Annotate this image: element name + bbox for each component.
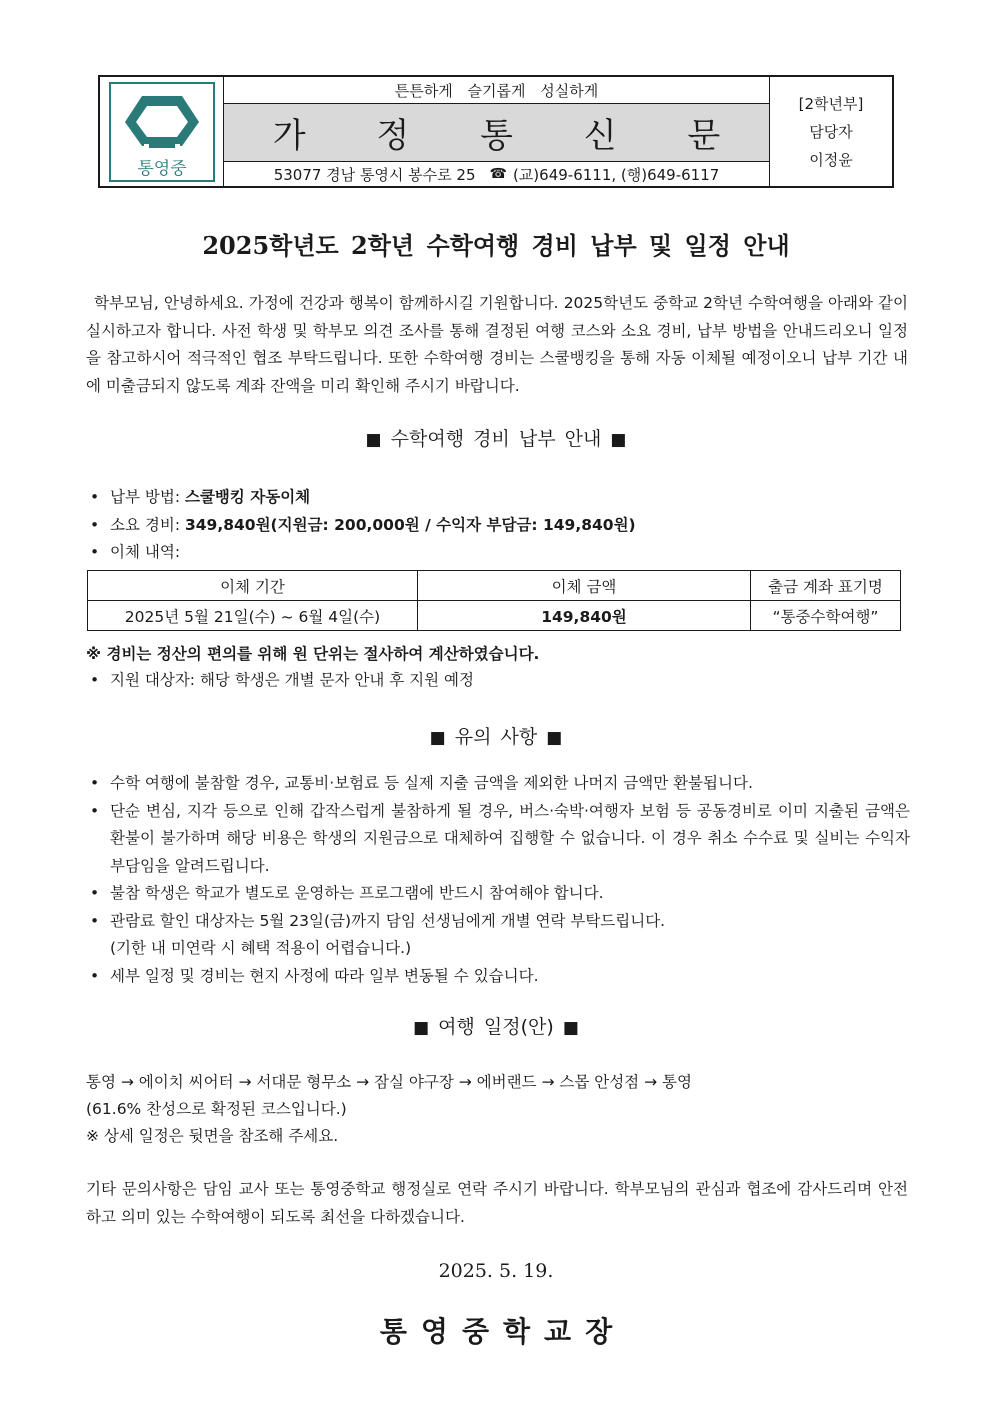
- route-note: (61.6% 찬성으로 확정된 코스입니다.): [86, 1100, 347, 1118]
- school-emblem-icon: [109, 82, 215, 182]
- square-bullet-icon: ■: [562, 1018, 579, 1038]
- list-item: • 불참 학생은 학교가 별도로 운영하는 프로그램에 반드시 참여해야 합니다.: [88, 880, 910, 908]
- svg-text:통영중: 통영중: [136, 158, 187, 179]
- square-bullet-icon: ■: [429, 728, 446, 748]
- column-header: 이체 기간: [88, 571, 418, 601]
- transfer-period: 2025년 5월 21일(수) ~ 6월 4일(수): [88, 601, 418, 631]
- bullet-icon: •: [90, 774, 100, 792]
- list-item: • 지원 대상자: 해당 학생은 개별 문자 안내 후 지원 예정: [88, 667, 910, 695]
- bullet-icon: •: [90, 543, 100, 561]
- bullet-icon: •: [90, 515, 100, 534]
- bullet-icon: •: [90, 801, 100, 820]
- newsletter-title: 가 정 통 신 문: [224, 104, 769, 162]
- bullet-icon: •: [90, 911, 100, 930]
- issue-date: 2025. 5. 19.: [438, 1260, 554, 1282]
- phone-icon: ☎: [489, 166, 507, 182]
- header-center: [224, 77, 770, 186]
- square-bullet-icon: ■: [546, 728, 563, 748]
- table-row: [88, 601, 901, 631]
- list-item: • 이체 내역:: [88, 539, 910, 567]
- support-list: [88, 667, 910, 695]
- square-bullet-icon: ■: [610, 430, 627, 450]
- list-item: • 세부 일정 및 경비는 현지 사정에 따라 일부 변동될 수 있습니다.: [88, 963, 910, 991]
- caution-list: [88, 770, 910, 990]
- address-text: 53077 경남 통영시 봉수로 25: [273, 165, 476, 184]
- bullet-icon: •: [90, 884, 100, 902]
- payment-info-list: [88, 484, 910, 567]
- department: [2학년부]: [798, 94, 864, 113]
- bullet-icon: •: [90, 488, 100, 506]
- section-heading-caution: ■ 유의 사항 ■: [429, 726, 563, 748]
- account-display-name: “통중수학여행”: [751, 601, 901, 631]
- section-heading-schedule: ■ 여행 일정(안) ■: [413, 1016, 579, 1038]
- rounding-note: ※ 경비는 정산의 편의를 위해 원 단위는 절사하여 계산하였습니다.: [86, 645, 540, 663]
- deadline-note: (기한 내 미연락 시 혜택 적용이 어렵습니다.): [110, 939, 412, 957]
- trip-route: 통영 → 에이치 씨어터 → 서대문 형무소 → 잠실 야구장 → 에버랜드 → 스몹 안성점 → 통영: [86, 1073, 692, 1091]
- principal-signature: 통영중학교장: [379, 1315, 627, 1348]
- list-item: • 납부 방법: 스쿨뱅킹 자동이체: [88, 484, 910, 512]
- closing-paragraph: 기타 문의사항은 담임 교사 또는 통영중학교 행정실로 연락 주시기 바랍니다. 학부모님의 관심과 협조에 감사드리며 안전하고 의미 있는 수학여행이 되도록 최선을 다하겠습니다.: [86, 1180, 908, 1226]
- table-header-row: [88, 571, 901, 601]
- letter-header: [98, 75, 894, 188]
- manager-name: 이정윤: [809, 150, 853, 169]
- transfer-amount: 149,840원: [418, 601, 751, 631]
- list-item: • 관람료 할인 대상자는 5월 23일(금)까지 담임 선생님에게 개별 연락 부탁드립니다. (기한 내 미연락 시 혜택 적용이 어렵습니다.): [88, 908, 910, 963]
- detail-schedule-note: ※ 상세 일정은 뒷면을 참조해 주세요.: [86, 1127, 339, 1145]
- document-title: 2025학년도 2학년 수학여행 경비 납부 및 일정 안내: [202, 231, 790, 260]
- list-item: • 소요 경비: 349,840원(지원금: 200,000원 / 수익자 부담금: 149,840원): [88, 512, 910, 540]
- header-contact: [770, 77, 892, 186]
- column-header: 이체 금액: [418, 571, 751, 601]
- transfer-table: [87, 570, 901, 631]
- square-bullet-icon: ■: [413, 1018, 430, 1038]
- manager-label: 담당자: [809, 122, 853, 141]
- school-address: [224, 162, 769, 186]
- school-motto: 튼튼하게 슬기롭게 성실하게: [224, 77, 769, 104]
- list-item: • 수학 여행에 불참할 경우, 교통비·보험료 등 실제 지출 금액을 제외한 나머지 금액만 환불됩니다.: [88, 770, 910, 798]
- section-heading-payment: ■ 수학여행 경비 납부 안내 ■: [365, 428, 627, 450]
- column-header: 출금 계좌 표기명: [751, 571, 901, 601]
- square-bullet-icon: ■: [365, 430, 382, 450]
- phone-numbers: (교)649-6111, (행)649-6117: [512, 165, 720, 184]
- intro-paragraph: 학부모님, 안녕하세요. 가정에 건강과 행복이 함께하시길 기원합니다. 2025학년도 중학교 2학년 수학여행을 아래와 같이 실시하고자 합니다. 사전 학생 및 학부모 의견 조사를 통해 결정된 여행 코스와 소요 경비, 납부 방법을 안내드리오니 일정을 참고하시어 적극적인 협조 부탁드립니다. 또한 수학여행 경비는 스쿨뱅킹을 통해 자동 이체될 예정이오니 납부 기간 내에 미출금되지 않도록 계좌 잔액을 미리 확인해 주시기 바랍니다.: [86, 294, 908, 395]
- list-item: • 단순 변심, 지각 등으로 인해 갑작스럽게 불참하게 될 경우, 버스·숙박·여행자 보험 등 공동경비로 이미 지출된 금액은 환불이 불가하며 해당 비용은 학생의 지원금으로 대체하여 집행할 수 없습니다. 이 경우 취소 수수료 및 실비는 수익자 부담임을 알려드립니다.: [88, 798, 910, 881]
- bullet-icon: •: [90, 671, 100, 689]
- bullet-icon: •: [90, 966, 100, 985]
- school-logo: [100, 77, 224, 186]
